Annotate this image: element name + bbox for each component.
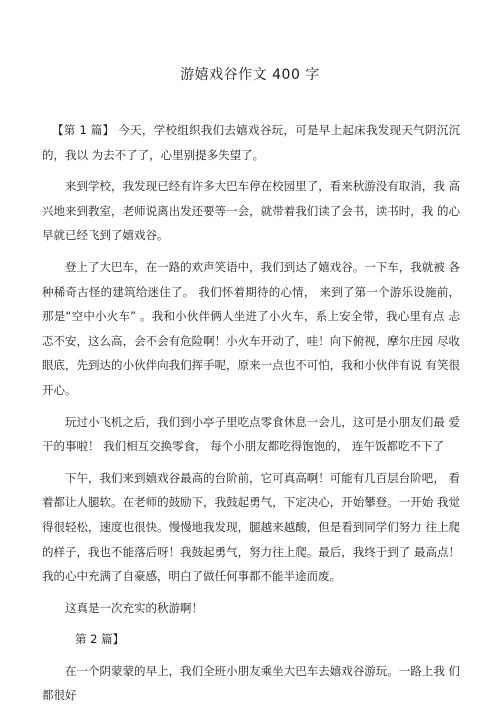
paragraph-5: 下午，我们来到嬉戏谷最高的台阶前，它可真高啊！可能有几百层台阶吧， 看着都让人腿软。在老师的鼓励下，我鼓起勇气，下定决心，开始攀登。一开始 我觉得很轻松，速度也很快。慢慢地我发现，腿越来越酸，但是看到同学们努力 往上爬的样子，我也不能落后呀！我鼓起勇气，努力往上爬。最后，我终于到了 最高点！我的心中充满了自豪感，明白了做任何事都不能半途而废。 — [42, 470, 460, 584]
paragraph-1: 【第 1 篇】 今天，学校组织我们去嬉戏谷玩，可是早上起床我发现天气阴沉沉的，我以 为去不了了，心里别提多失望了。 — [42, 123, 460, 162]
paragraph-2: 来到学校，我发现已经有许多大巴车停在校园里了，看来秋游没有取消，我 高兴地来到教室，老师说离出发还要等一会，就带着我们读了会书，读书时，我 的心早就已经飞到了嬉戏谷。 — [42, 179, 460, 243]
paragraph-7: 在一个阴蒙蒙的早上，我们全班小朋友乘坐大巴车去嬉戏谷游玩。一路上我 们都很好 — [42, 663, 460, 703]
paragraph-6: 这真是一次充实的秋游啊！ — [65, 600, 203, 615]
paragraph-3: 登上了大巴车，在一路的欢声笑语中，我们到达了嬉戏谷。一下车，我就被 各种稀奇古怪的建筑给迷住了。 我们怀着期待的心情， 来到了第一个游乐设施前， 那是“空中小火车” 。我和小伙伴俩人坐进了小火车，系上安全带，我心里有点 忐忑不安，这么高，会不会有危险啊！小火车开动了，哇！向下俯视，摩尔庄园 尽收眼底，先到达的小伙伴向我们挥手呢，原来一点也不可怕，我和小伙伴有说 有笑很开心。 — [42, 259, 460, 397]
document-body — [42, 118, 460, 715]
section-heading-2: 第 2 篇】 — [75, 632, 125, 647]
paragraph-4: 玩过小飞机之后，我们到小亭子里吃点零食休息一会儿，这可是小朋友们最 爱干的事啦！ 我们相互交换零食， 每个小朋友都吃得饱饱的， 连午饭都吃不下了 — [42, 414, 460, 454]
document-title: 游嬉戏谷作文 400 字 — [180, 67, 320, 83]
